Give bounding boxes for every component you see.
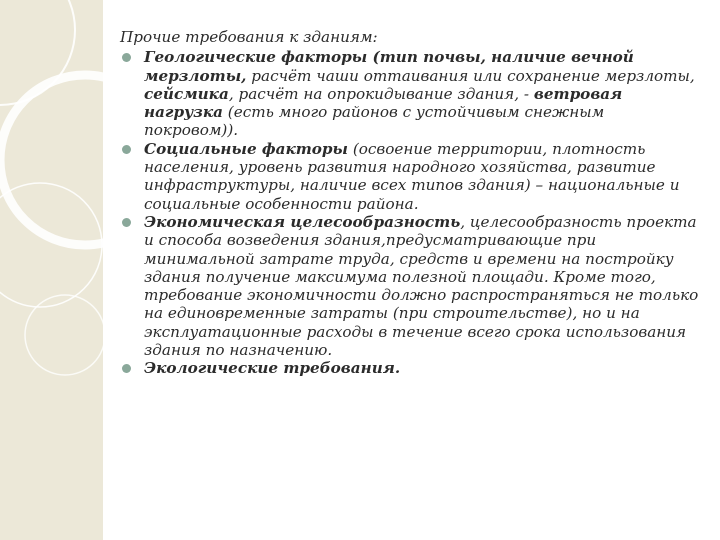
slide-heading: Прочие требования к зданиям: bbox=[120, 28, 378, 46]
slide-content bbox=[120, 28, 700, 378]
bullet-text: (есть много районов с устойчивым снежным покровом)). bbox=[144, 103, 605, 140]
decorative-circles bbox=[0, 0, 103, 540]
bullet-bold-text: Экономическая целесообразность bbox=[144, 212, 461, 231]
bullet-text: расчёт чаши оттаивания или сохранение мерзлоты, bbox=[246, 66, 695, 85]
bullet-bold-text: Геологические факторы (тип почвы, наличие вечной мерзлоты, bbox=[144, 48, 634, 85]
bullet-bold-text: сейсмика bbox=[144, 84, 229, 103]
bullet-text: (освоение территории, плотность населения, уровень развития народного хозяйства, развитие инфраструктуры, наличие всех типов здания) – национальные и социальные особенности района. bbox=[144, 139, 680, 213]
bullet-text: , расчёт на опрокидывание здания, - bbox=[228, 84, 534, 103]
bullet-economic bbox=[120, 213, 700, 359]
decorative-sidebar bbox=[0, 0, 103, 540]
bullet-ecological bbox=[120, 359, 700, 377]
bullet-bold-text: ветровая нагрузка bbox=[144, 84, 623, 122]
bullet-social bbox=[120, 140, 700, 213]
requirements-list bbox=[120, 48, 700, 377]
bullet-geological bbox=[120, 48, 700, 139]
bullet-bold-text: Экологические требования. bbox=[144, 359, 401, 378]
bullet-bold-text: Социальные факторы bbox=[144, 139, 349, 158]
bullet-text: , целесообразность проекта и способа возведения здания,предусматривающие при минимальной затрате труда, средств и времени на постройку здания получение максимума полезной площади. Кроме того, требование экономичности должно распространяться не только на единовременные затраты (при строительстве), но и на эксплуатационные расходы в течение всего срока использования здания по назначению. bbox=[144, 212, 699, 360]
